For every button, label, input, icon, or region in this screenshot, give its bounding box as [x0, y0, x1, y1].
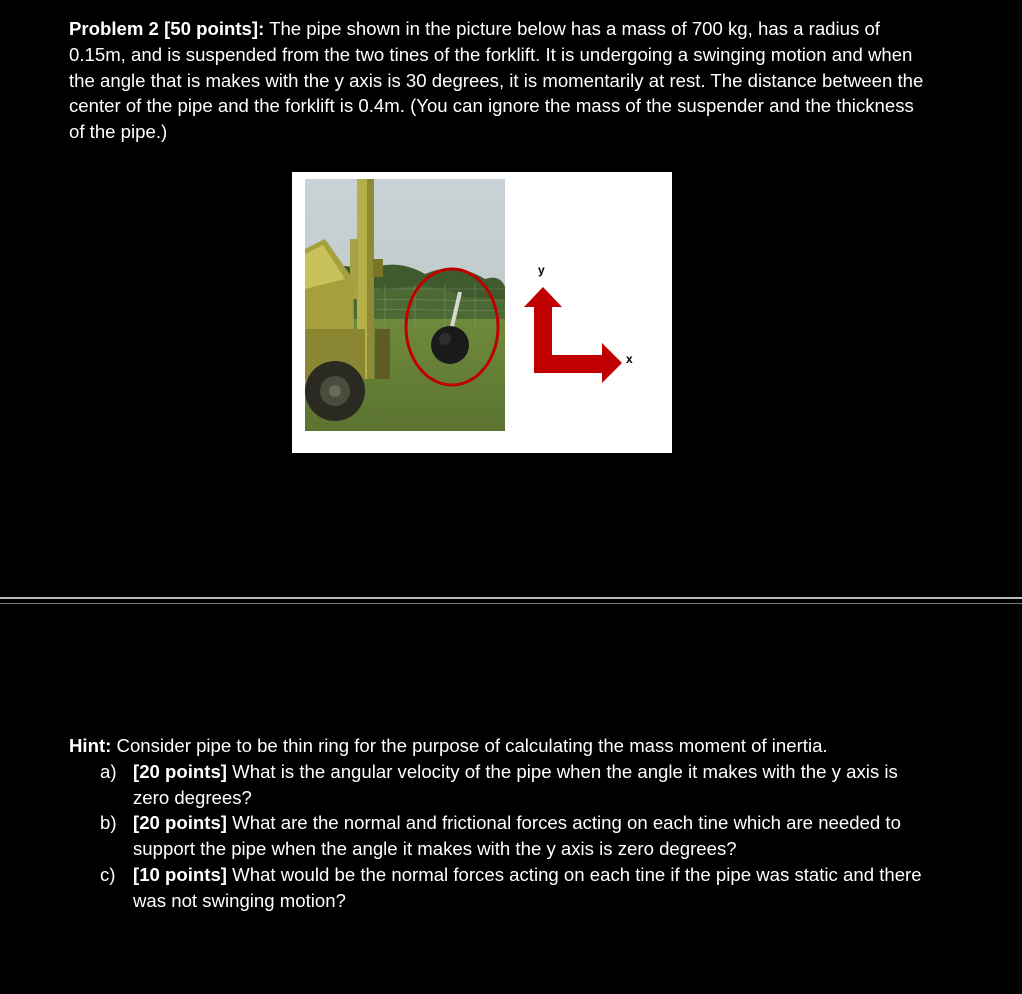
question-points: [10 points]	[133, 863, 228, 885]
forklift-photo	[305, 179, 505, 431]
y-axis-label: y	[538, 263, 545, 277]
question-marker: b)	[100, 812, 117, 834]
question-points: [20 points]	[133, 760, 228, 782]
hint-section	[69, 733, 929, 914]
question-text: What would be the normal forces acting on each tine if the pipe was static and there was not swinging motion?	[133, 863, 922, 911]
question-marker: a)	[100, 760, 117, 782]
section-divider	[0, 597, 1022, 599]
hint-line	[69, 733, 929, 759]
question-item	[69, 759, 929, 811]
question-marker: c)	[100, 863, 116, 885]
y-axis-arrow	[524, 287, 622, 383]
question-list	[69, 759, 929, 914]
forklift-figure	[292, 172, 672, 453]
question-item	[69, 862, 929, 914]
question-text: What is the angular velocity of the pipe when the angle it makes with the y axis is zero degrees?	[133, 760, 898, 808]
x-axis-label: x	[626, 352, 633, 366]
problem-text: The pipe shown in the picture below has a mass of 700 kg, has a radius of 0.15m, and is suspended from the two tines of the forklift. It is undergoing a swinging motion and when the angle that is makes with the y axis is 30 degrees, it is momentarily at rest. The distance between the center of the pipe and the forklift is 0.4m. (You can ignore the mass of the suspender and the thickness of the pipe.)	[69, 18, 924, 143]
question-item	[69, 810, 929, 862]
section-divider-shadow	[0, 603, 1022, 604]
problem-label: Problem 2 [50 points]:	[69, 18, 265, 39]
hint-text: Consider pipe to be thin ring for the purpose of calculating the mass moment of inertia.	[111, 735, 828, 756]
question-points: [20 points]	[133, 812, 228, 834]
hint-label: Hint:	[69, 735, 112, 756]
axis-diagram	[512, 257, 632, 387]
question-text: What are the normal and frictional forces acting on each tine which are needed to support the pipe when the angle it makes with the y axis is zero degrees?	[133, 812, 901, 860]
problem-statement	[69, 16, 929, 145]
